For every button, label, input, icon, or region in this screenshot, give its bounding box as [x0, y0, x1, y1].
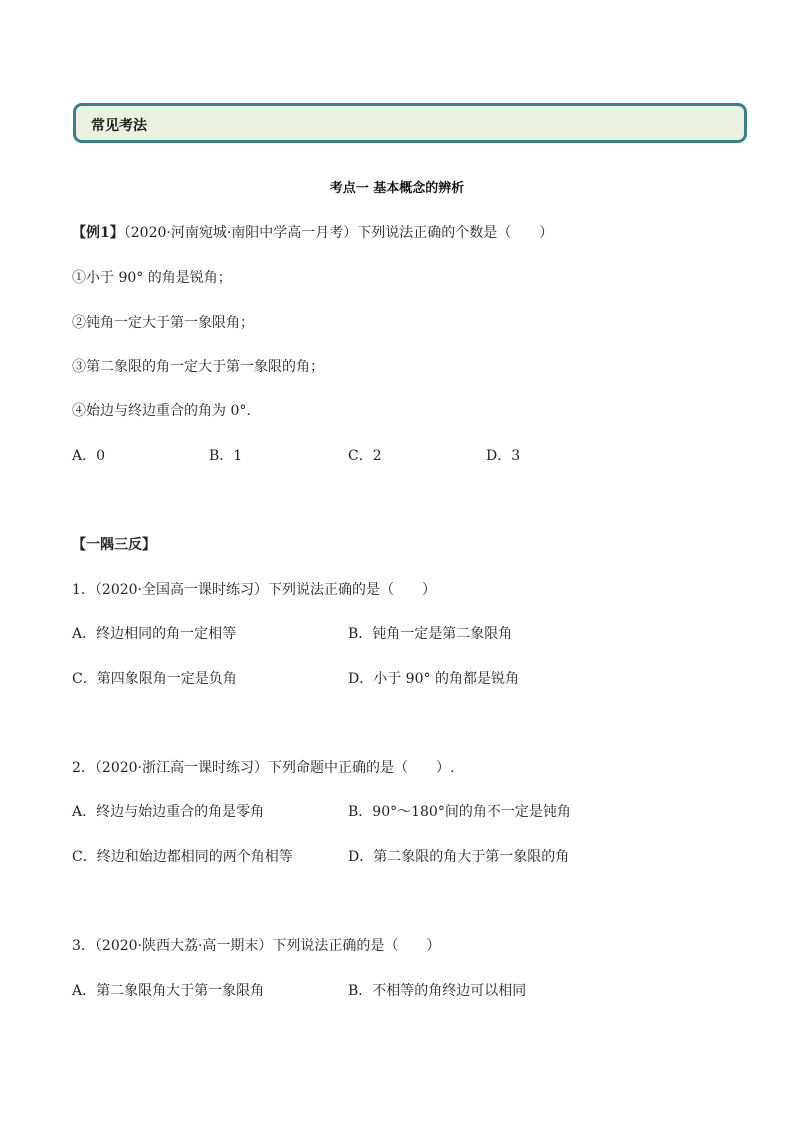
question-1-option-b: B．钝角一定是第二象限角 [348, 626, 513, 642]
example-option-a: A．0 [72, 448, 106, 464]
question-1-option-d: D．小于 90° 的角都是锐角 [348, 671, 519, 687]
example-stem-line [72, 222, 553, 242]
question-2-stem: 2．（2020·浙江高一课时练习）下列命题中正确的是（ ）. [72, 760, 455, 776]
section-header-title: 常见考法 [91, 118, 147, 134]
example-statement-4: ④始边与终边重合的角为 0°. [72, 403, 251, 419]
example-statement-2: ②钝角一定大于第一象限角； [72, 315, 254, 331]
question-1-stem: 1．（2020·全国高一课时练习）下列说法正确的是（ ） [72, 582, 436, 598]
question-3-option-b: B．不相等的角终边可以相同 [348, 983, 527, 999]
question-1-option-c: C．第四象限角一定是负角 [72, 671, 237, 687]
question-1-option-a: A．终边相同的角一定相等 [72, 626, 237, 642]
question-2-option-a: A．终边与始边重合的角是零角 [72, 804, 265, 820]
example-statement-3: ③第二象限的角一定大于第一象限的角； [72, 359, 324, 375]
question-3-stem: 3．（2020·陕西大荔·高一期末）下列说法正确的是（ ） [72, 938, 441, 954]
example-stem: （2020·河南宛城·南阳中学高一月考）下列说法正确的个数是（ ） [123, 225, 554, 241]
question-2-option-b: B．90°～180°间的角不一定是钝角 [348, 804, 571, 820]
practice-heading: 【一隅三反】 [72, 537, 156, 553]
section-header-box [73, 103, 747, 143]
topic-title: 考点一 基本概念的辨析 [329, 181, 465, 196]
example-statement-1: ①小于 90° 的角是锐角； [72, 270, 232, 286]
question-2-option-c: C．终边和始边都相同的两个角相等 [72, 849, 293, 865]
question-3-option-a: A．第二象限角大于第一象限角 [72, 983, 265, 999]
example-option-b: B．1 [209, 448, 243, 464]
example-option-d: D．3 [486, 448, 521, 464]
example-tag: 【例1】 [72, 225, 124, 241]
example-option-c: C．2 [348, 448, 382, 464]
question-2-option-d: D．第二象限的角大于第一象限的角 [348, 849, 570, 865]
